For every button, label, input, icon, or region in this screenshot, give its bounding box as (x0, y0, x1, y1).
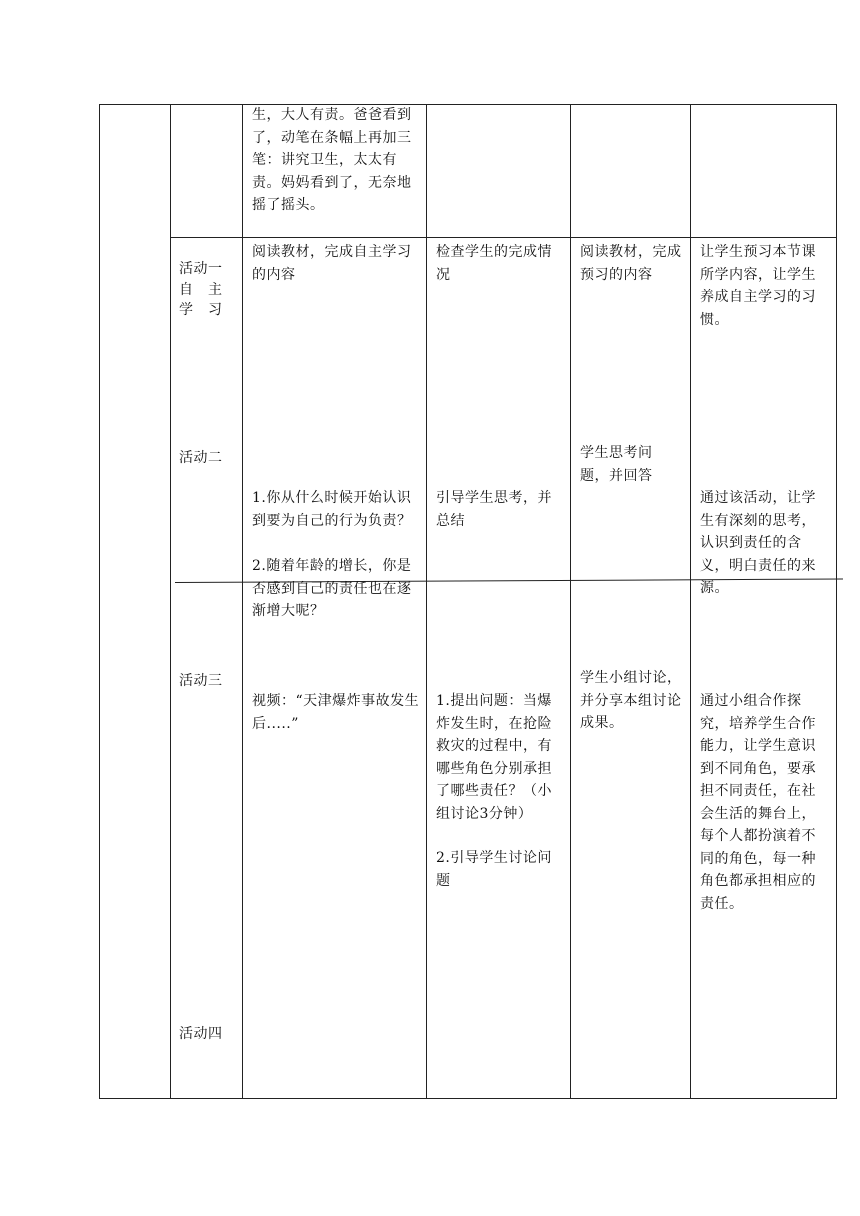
row-divider (171, 237, 837, 238)
activity-3-label: 活动三 (179, 673, 223, 689)
table-bottom-border (99, 1098, 837, 1099)
activity-3-intent: 通过小组合作探究，培养学生合作能力，让学生意识到不同角色，要承担不同责任，在社会生活的舞台上，每个人都扮演着不同的角色，每一种角色都承担相应的责任。 (700, 693, 816, 912)
activity-1-student: 阅读教材，完成预习的内容 (580, 244, 682, 283)
activity-1-content: 阅读教材，完成自主学习的内容 (252, 244, 412, 283)
activity-2-student: 学生思考问题，并回答 (580, 445, 653, 484)
activity-1-intent: 让学生预习本节课所学内容，让学生养成自主学习的习惯。 (700, 244, 816, 328)
table-top-border (99, 104, 837, 105)
activity-3-content: 视频：“天津爆炸事故发生后.....” (252, 693, 420, 732)
column-divider-2 (242, 104, 243, 1099)
activity-3-teacher-p2: 2.引导学生讨论问题 (436, 850, 552, 889)
activity-3-student: 学生小组讨论，并分享本组讨论成果。 (580, 670, 682, 731)
activity-1-teacher: 检查学生的完成情况 (436, 244, 552, 283)
activity-1-label: 活动一 (179, 261, 223, 277)
table-right-border (836, 104, 837, 1099)
activity-2-intent: 通过该活动，让学生有深刻的思考，认识到责任的含义，明白责任的来源。 (700, 490, 816, 596)
column-divider-4 (570, 104, 571, 1099)
activity-2-teacher: 引导学生思考，并总结 (436, 490, 552, 529)
column-divider-1 (170, 104, 171, 1099)
activity-3-teacher-p1: 1.提出问题：当爆炸发生时，在抢险救灾的过程中，有哪些角色分别承担了哪些责任？（小组讨论3分钟） (436, 693, 552, 822)
column-divider-3 (426, 104, 427, 1099)
activity-1-label-sub2: 学 习 (179, 302, 223, 318)
activity-2-label: 活动二 (179, 450, 223, 466)
activity-4-label: 活动四 (179, 1026, 223, 1042)
activity-2-content-q2: 2.随着年龄的增长，你是否感到自己的责任也在逐渐增大呢？ (252, 558, 412, 619)
activity-1-label-sub1: 自 主 (179, 282, 223, 298)
activity-2-content-q1: 1.你从什么时候开始认识到要为自己的行为负责？ (252, 490, 412, 529)
column-divider-5 (690, 104, 691, 1099)
table-left-border (99, 104, 100, 1099)
row0-content-cell: 生，大人有责。爸爸看到了，动笔在条幅上再加三笔：讲究卫生，太太有责。妈妈看到了，无奈地摇了摇头。 (252, 107, 412, 213)
